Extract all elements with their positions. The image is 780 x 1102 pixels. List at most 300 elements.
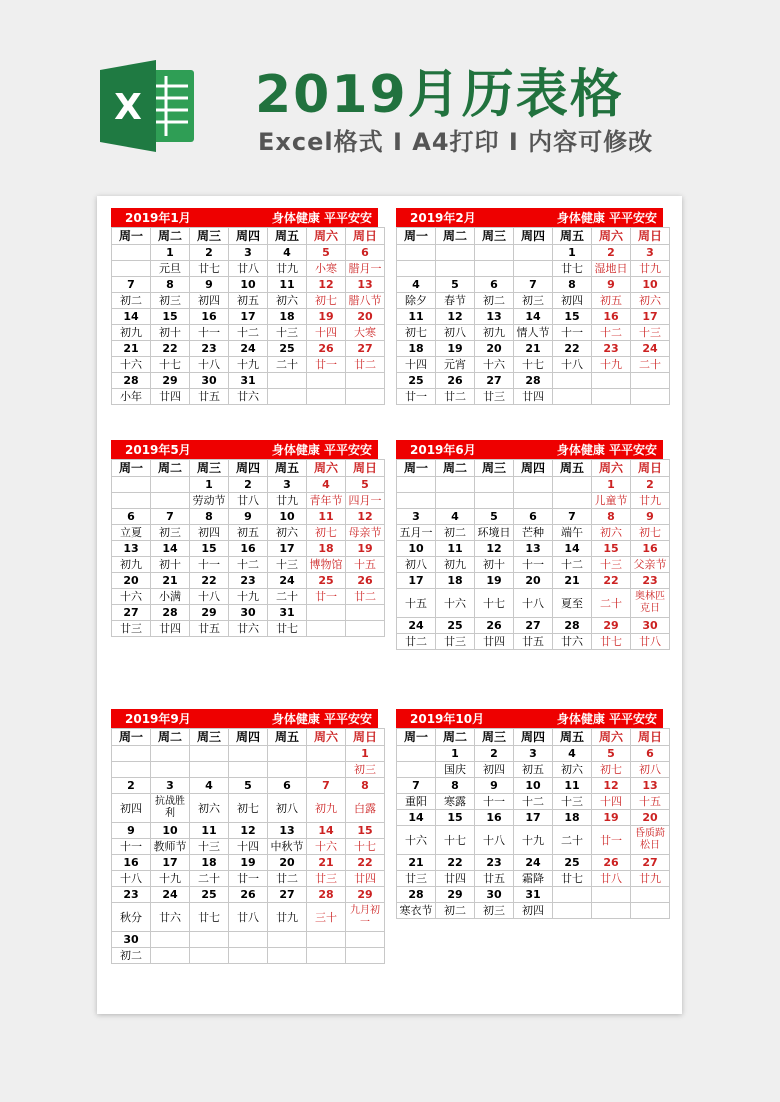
lunar-label: 廿一 (229, 871, 268, 887)
lunar-label: 廿二 (397, 634, 436, 650)
day-number: 14 (151, 541, 190, 557)
lunar-label: 廿八 (631, 634, 670, 650)
day-number (592, 373, 631, 389)
lunar-label (436, 261, 475, 277)
lunar-label: 重阳 (397, 794, 436, 810)
lunar-label: 初三 (475, 903, 514, 919)
day-number: 7 (112, 277, 151, 293)
weekday-header: 周六 (307, 729, 346, 746)
day-number: 11 (307, 509, 346, 525)
date-row (112, 778, 385, 794)
lunar-label: 十九 (592, 357, 631, 373)
lunar-label: 廿九 (268, 903, 307, 932)
day-number: 8 (151, 277, 190, 293)
lunar-label: 大寒 (346, 325, 385, 341)
day-number: 2 (592, 245, 631, 261)
lunar-label: 二十 (592, 589, 631, 618)
lunar-label (397, 261, 436, 277)
lunar-label: 四月一 (346, 493, 385, 509)
weekday-header: 周一 (397, 228, 436, 245)
day-number: 17 (631, 309, 670, 325)
lunar-label (268, 389, 307, 405)
day-number: 22 (151, 341, 190, 357)
month-grid (111, 227, 385, 405)
day-number: 26 (346, 573, 385, 589)
date-row (397, 746, 670, 762)
weekday-header: 周五 (553, 228, 592, 245)
lunar-label: 初六 (268, 293, 307, 309)
lunar-label: 腊八节 (346, 293, 385, 309)
day-number: 7 (151, 509, 190, 525)
day-number: 26 (592, 855, 631, 871)
lunar-label (592, 389, 631, 405)
weekday-header: 周三 (190, 228, 229, 245)
day-number: 16 (631, 541, 670, 557)
lunar-label: 二十 (631, 357, 670, 373)
day-number: 19 (592, 810, 631, 826)
lunar-label: 廿六 (229, 389, 268, 405)
lunar-row (112, 794, 385, 823)
lunar-label (307, 762, 346, 778)
lunar-label: 初八 (631, 762, 670, 778)
day-number: 24 (268, 573, 307, 589)
day-number: 21 (307, 855, 346, 871)
day-number: 19 (436, 341, 475, 357)
day-number: 16 (475, 810, 514, 826)
day-number: 4 (436, 509, 475, 525)
day-number (268, 373, 307, 389)
lunar-label: 廿八 (229, 261, 268, 277)
month-grid (111, 459, 385, 637)
day-number (436, 477, 475, 493)
day-number: 5 (475, 509, 514, 525)
day-number: 13 (112, 541, 151, 557)
lunar-label (151, 493, 190, 509)
day-number: 20 (631, 810, 670, 826)
day-number (346, 373, 385, 389)
weekday-header: 周日 (346, 228, 385, 245)
date-row (112, 245, 385, 261)
day-number: 15 (151, 309, 190, 325)
weekday-header: 周三 (475, 729, 514, 746)
lunar-label: 初七 (307, 525, 346, 541)
day-number: 15 (190, 541, 229, 557)
day-number: 21 (553, 573, 592, 589)
lunar-label: 廿九 (268, 261, 307, 277)
weekday-header: 周一 (112, 460, 151, 477)
day-number: 6 (268, 778, 307, 794)
day-number: 2 (190, 245, 229, 261)
date-row (112, 477, 385, 493)
lunar-row (112, 589, 385, 605)
day-number (190, 932, 229, 948)
day-number: 24 (151, 887, 190, 903)
lunar-label: 二十 (553, 826, 592, 855)
date-row (112, 823, 385, 839)
lunar-label: 十三 (190, 839, 229, 855)
month-title: 2019年10月 (410, 712, 485, 726)
lunar-label: 三十 (307, 903, 346, 932)
weekday-header: 周日 (346, 729, 385, 746)
lunar-label: 初四 (475, 762, 514, 778)
weekday-row (112, 460, 385, 477)
lunar-label: 廿三 (475, 389, 514, 405)
lunar-label: 抗战胜利 (151, 794, 190, 823)
lunar-label: 初四 (190, 525, 229, 541)
lunar-label: 情人节 (514, 325, 553, 341)
day-number: 24 (514, 855, 553, 871)
day-number: 23 (592, 341, 631, 357)
day-number: 6 (631, 746, 670, 762)
lunar-label: 中秋节 (268, 839, 307, 855)
lunar-label (436, 493, 475, 509)
lunar-label (112, 762, 151, 778)
day-number: 22 (346, 855, 385, 871)
day-number: 17 (268, 541, 307, 557)
month-calendar (396, 709, 663, 919)
lunar-label: 立夏 (112, 525, 151, 541)
day-number: 3 (229, 245, 268, 261)
day-number: 27 (514, 618, 553, 634)
day-number: 4 (190, 778, 229, 794)
lunar-label (307, 389, 346, 405)
lunar-label: 廿八 (229, 493, 268, 509)
day-number: 16 (592, 309, 631, 325)
lunar-label: 十六 (307, 839, 346, 855)
date-row (397, 855, 670, 871)
lunar-label: 廿四 (151, 389, 190, 405)
day-number: 31 (268, 605, 307, 621)
day-number: 6 (112, 509, 151, 525)
weekday-header: 周二 (436, 460, 475, 477)
lunar-row (397, 762, 670, 778)
weekday-header: 周六 (592, 460, 631, 477)
day-number: 18 (190, 855, 229, 871)
lunar-label: 初八 (397, 557, 436, 573)
day-number: 15 (553, 309, 592, 325)
day-number: 3 (514, 746, 553, 762)
lunar-label: 十七 (436, 826, 475, 855)
day-number: 29 (436, 887, 475, 903)
weekday-row (397, 460, 670, 477)
weekday-header: 周四 (229, 228, 268, 245)
day-number: 26 (475, 618, 514, 634)
lunar-label: 廿七 (190, 903, 229, 932)
day-number: 2 (475, 746, 514, 762)
lunar-label (190, 762, 229, 778)
day-number: 20 (514, 573, 553, 589)
day-number: 20 (112, 573, 151, 589)
lunar-label: 十五 (346, 557, 385, 573)
day-number: 1 (190, 477, 229, 493)
lunar-label (553, 389, 592, 405)
lunar-label: 廿九 (631, 261, 670, 277)
lunar-row (112, 493, 385, 509)
day-number: 21 (112, 341, 151, 357)
day-number: 13 (475, 309, 514, 325)
weekday-header: 周六 (592, 729, 631, 746)
lunar-label: 劳动节 (190, 493, 229, 509)
weekday-header: 周三 (190, 729, 229, 746)
day-number (553, 477, 592, 493)
lunar-label: 廿四 (514, 389, 553, 405)
lunar-label: 廿二 (268, 871, 307, 887)
month-slogan: 身体健康 平平安安 (556, 712, 657, 726)
lunar-label: 初六 (631, 293, 670, 309)
day-number: 12 (475, 541, 514, 557)
lunar-row (112, 293, 385, 309)
lunar-label: 十七 (346, 839, 385, 855)
lunar-label: 十九 (151, 871, 190, 887)
lunar-label: 十九 (229, 589, 268, 605)
lunar-label (397, 762, 436, 778)
lunar-label: 廿五 (514, 634, 553, 650)
day-number: 10 (631, 277, 670, 293)
day-number: 12 (307, 277, 346, 293)
lunar-label: 廿三 (397, 871, 436, 887)
day-number: 18 (397, 341, 436, 357)
day-number: 22 (190, 573, 229, 589)
lunar-label: 廿三 (307, 871, 346, 887)
day-number: 5 (436, 277, 475, 293)
day-number: 17 (151, 855, 190, 871)
day-number (307, 605, 346, 621)
lunar-label: 青年节 (307, 493, 346, 509)
lunar-label: 十四 (229, 839, 268, 855)
date-row (397, 887, 670, 903)
day-number (514, 245, 553, 261)
weekday-row (397, 228, 670, 245)
lunar-label (307, 948, 346, 964)
lunar-label: 廿五 (190, 621, 229, 637)
day-number: 13 (346, 277, 385, 293)
day-number: 22 (436, 855, 475, 871)
lunar-label: 初十 (151, 557, 190, 573)
lunar-label: 初九 (436, 557, 475, 573)
day-number: 9 (229, 509, 268, 525)
lunar-label (553, 493, 592, 509)
day-number: 1 (151, 245, 190, 261)
lunar-label: 国庆 (436, 762, 475, 778)
lunar-row (112, 621, 385, 637)
day-number: 11 (553, 778, 592, 794)
lunar-label (553, 903, 592, 919)
lunar-label (229, 762, 268, 778)
weekday-header: 周三 (475, 228, 514, 245)
month-calendar (111, 709, 378, 964)
day-number: 26 (229, 887, 268, 903)
day-number: 1 (592, 477, 631, 493)
lunar-label: 十六 (112, 589, 151, 605)
day-number: 30 (112, 932, 151, 948)
lunar-label: 博物馆 (307, 557, 346, 573)
lunar-label: 初五 (229, 293, 268, 309)
lunar-label: 十一 (475, 794, 514, 810)
lunar-label: 九月初一 (346, 903, 385, 932)
lunar-label: 廿七 (553, 871, 592, 887)
date-row (397, 573, 670, 589)
day-number: 31 (229, 373, 268, 389)
day-number (151, 932, 190, 948)
month-grid (396, 227, 670, 405)
day-number: 1 (346, 746, 385, 762)
weekday-row (112, 228, 385, 245)
day-number: 1 (436, 746, 475, 762)
lunar-label: 初九 (307, 794, 346, 823)
weekday-header: 周五 (268, 729, 307, 746)
weekday-header: 周二 (151, 460, 190, 477)
day-number: 29 (592, 618, 631, 634)
lunar-label: 廿七 (553, 261, 592, 277)
month-title: 2019年6月 (410, 443, 476, 457)
excel-icon (98, 56, 198, 156)
date-row (112, 932, 385, 948)
weekday-header: 周五 (268, 460, 307, 477)
lunar-label: 二十 (268, 357, 307, 373)
lunar-label (397, 493, 436, 509)
weekday-header: 周四 (514, 228, 553, 245)
date-row (397, 373, 670, 389)
lunar-label: 十三 (268, 557, 307, 573)
lunar-row (112, 389, 385, 405)
month-slogan: 身体健康 平平安安 (271, 211, 372, 225)
lunar-label: 十二 (514, 794, 553, 810)
day-number: 12 (229, 823, 268, 839)
month-grid (396, 728, 670, 919)
lunar-label: 初五 (592, 293, 631, 309)
day-number (307, 746, 346, 762)
lunar-label: 腊月一 (346, 261, 385, 277)
day-number: 25 (553, 855, 592, 871)
day-number: 26 (436, 373, 475, 389)
lunar-label: 初八 (436, 325, 475, 341)
lunar-label: 廿五 (475, 871, 514, 887)
weekday-header: 周一 (397, 460, 436, 477)
lunar-label: 初二 (112, 293, 151, 309)
day-number: 9 (190, 277, 229, 293)
month-slogan: 身体健康 平平安安 (271, 712, 372, 726)
date-row (112, 341, 385, 357)
day-number: 4 (307, 477, 346, 493)
day-number: 27 (112, 605, 151, 621)
lunar-label (631, 903, 670, 919)
lunar-label: 十三 (268, 325, 307, 341)
lunar-label: 十一 (112, 839, 151, 855)
lunar-label: 廿八 (592, 871, 631, 887)
lunar-label: 初九 (475, 325, 514, 341)
lunar-label: 廿一 (592, 826, 631, 855)
lunar-label: 十七 (514, 357, 553, 373)
lunar-label: 十一 (553, 325, 592, 341)
lunar-label: 十二 (229, 557, 268, 573)
lunar-label: 初三 (151, 525, 190, 541)
date-row (397, 541, 670, 557)
lunar-label: 二十 (268, 589, 307, 605)
lunar-label: 初二 (112, 948, 151, 964)
lunar-row (397, 293, 670, 309)
day-number: 19 (307, 309, 346, 325)
day-number (631, 887, 670, 903)
lunar-label: 奥林匹克日 (631, 589, 670, 618)
lunar-row (112, 261, 385, 277)
day-number: 10 (514, 778, 553, 794)
day-number: 4 (268, 245, 307, 261)
day-number: 8 (553, 277, 592, 293)
day-number (397, 477, 436, 493)
lunar-label: 廿九 (268, 493, 307, 509)
lunar-label: 廿六 (553, 634, 592, 650)
day-number (151, 477, 190, 493)
weekday-header: 周四 (514, 460, 553, 477)
lunar-label: 初七 (229, 794, 268, 823)
lunar-label: 初六 (268, 525, 307, 541)
day-number: 30 (229, 605, 268, 621)
day-number: 28 (112, 373, 151, 389)
day-number (307, 932, 346, 948)
month-header (396, 208, 663, 227)
day-number: 1 (553, 245, 592, 261)
month-grid (111, 728, 385, 964)
lunar-row (397, 261, 670, 277)
day-number: 24 (397, 618, 436, 634)
day-number: 7 (514, 277, 553, 293)
lunar-label (307, 621, 346, 637)
month-header (111, 208, 378, 227)
day-number: 18 (553, 810, 592, 826)
lunar-label: 十一 (190, 557, 229, 573)
lunar-label: 母亲节 (346, 525, 385, 541)
lunar-label: 廿一 (307, 589, 346, 605)
day-number: 8 (436, 778, 475, 794)
lunar-label: 昏质踦松日 (631, 826, 670, 855)
day-number (514, 477, 553, 493)
lunar-label (346, 389, 385, 405)
day-number: 25 (397, 373, 436, 389)
day-number: 27 (475, 373, 514, 389)
lunar-label: 初四 (190, 293, 229, 309)
day-number: 24 (229, 341, 268, 357)
lunar-label: 秋分 (112, 903, 151, 932)
day-number: 2 (229, 477, 268, 493)
date-row (397, 341, 670, 357)
day-number: 19 (229, 855, 268, 871)
day-number: 14 (112, 309, 151, 325)
lunar-label: 廿二 (346, 357, 385, 373)
lunar-label: 教师节 (151, 839, 190, 855)
lunar-label: 十二 (553, 557, 592, 573)
day-number: 17 (229, 309, 268, 325)
day-number (112, 245, 151, 261)
day-number: 20 (268, 855, 307, 871)
date-row (397, 810, 670, 826)
month-header (111, 440, 378, 459)
date-row (397, 277, 670, 293)
day-number: 7 (553, 509, 592, 525)
lunar-label: 初三 (346, 762, 385, 778)
day-number: 31 (514, 887, 553, 903)
day-number: 10 (268, 509, 307, 525)
day-number: 13 (268, 823, 307, 839)
lunar-label: 廿四 (475, 634, 514, 650)
day-number: 4 (553, 746, 592, 762)
lunar-label: 十八 (514, 589, 553, 618)
lunar-label: 霜降 (514, 871, 553, 887)
date-row (112, 887, 385, 903)
lunar-label: 廿六 (229, 621, 268, 637)
header (0, 0, 780, 195)
day-number (397, 245, 436, 261)
lunar-label: 十九 (514, 826, 553, 855)
